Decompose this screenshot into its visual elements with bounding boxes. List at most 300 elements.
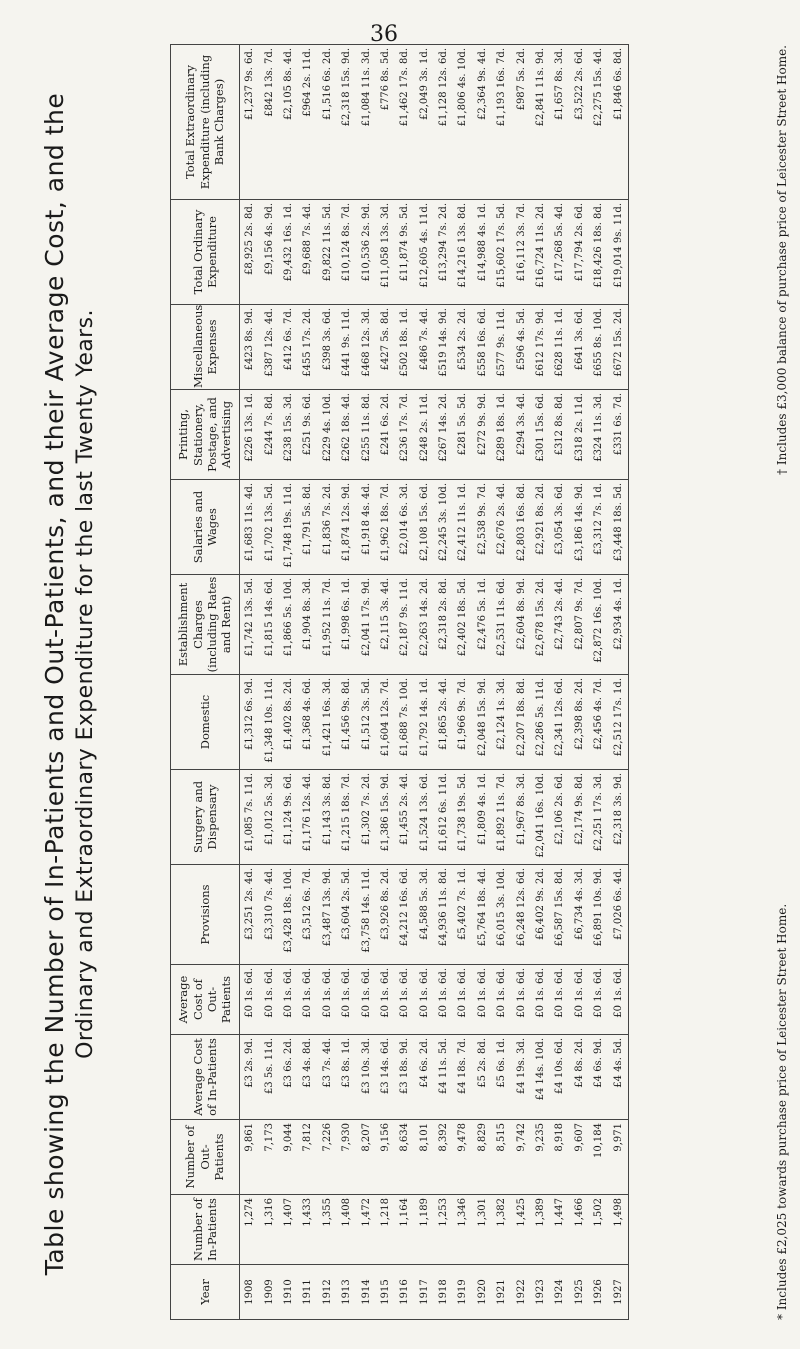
value-cell: £596 4s. 5d. [511, 305, 530, 390]
value-cell: £12,605 4s. 11d. [415, 200, 434, 305]
value-cell: 1,301 [473, 1195, 492, 1265]
value-cell: £1,998 6s. 1d. [337, 575, 356, 675]
value-cell: £4 4s. 5d. [608, 1035, 628, 1120]
value-cell: 1,433 [298, 1195, 317, 1265]
value-cell: 1,355 [318, 1195, 337, 1265]
value-cell: £2,934 4s. 1d. [608, 575, 628, 675]
year-cell: 1910 [279, 1265, 298, 1320]
value-cell: £1,215 18s. 7d. [337, 770, 356, 865]
value-cell: £2,187 9s. 11d. [395, 575, 414, 675]
year-cell: 1927 [608, 1265, 628, 1320]
value-cell: £2,872 16s. 10d. [589, 575, 608, 675]
value-cell: £2,014 6s. 3d. [395, 480, 414, 575]
year-cell: 1916 [395, 1265, 414, 1320]
value-cell: £1,421 16s. 3d. [318, 675, 337, 770]
value-cell: £0 1s. 6d. [240, 965, 260, 1035]
table-row [492, 45, 511, 1320]
value-cell: £2,538 9s. 7d. [473, 480, 492, 575]
value-cell: £3,604 2s. 5d. [337, 865, 356, 965]
value-cell: £3,512 6s. 7d. [298, 865, 317, 965]
value-cell: £1,302 7s. 2d. [356, 770, 375, 865]
value-cell: £2,676 2s. 4d. [492, 480, 511, 575]
column-header: Number of Out-Patients [171, 1120, 240, 1195]
value-cell: £1,657 8s. 3d. [550, 45, 569, 200]
value-cell: £6,891 10s. 9d. [589, 865, 608, 965]
value-cell: 1,189 [415, 1195, 434, 1265]
value-cell: £4 6s. 2d. [415, 1035, 434, 1120]
value-cell: £1,738 19s. 5d. [453, 770, 472, 865]
value-cell: £987 5s. 2d. [511, 45, 530, 200]
value-cell: 1,407 [279, 1195, 298, 1265]
year-cell: 1914 [356, 1265, 375, 1320]
value-cell: 1,389 [531, 1195, 550, 1265]
value-cell: £4,212 16s. 6d. [395, 865, 414, 965]
value-cell: £281 5s. 5d. [453, 390, 472, 480]
column-header: Domestic [171, 675, 240, 770]
value-cell: £17,268 5s. 4d. [550, 200, 569, 305]
value-cell: £0 1s. 6d. [356, 965, 375, 1035]
year-cell: 1921 [492, 1265, 511, 1320]
year-cell: 1919 [453, 1265, 472, 1320]
value-cell: £672 15s. 2d. [608, 305, 628, 390]
value-cell: £4 18s. 7d. [453, 1035, 472, 1120]
value-cell: £2,041 16s. 10d. [531, 770, 550, 865]
expenditure-table-wrapper [170, 45, 725, 1320]
value-cell: £3,487 13s. 9d. [318, 865, 337, 965]
value-cell: £1,012 5s. 3d. [259, 770, 278, 865]
value-cell: £3 14s. 6d. [376, 1035, 395, 1120]
value-cell: £0 1s. 6d. [337, 965, 356, 1035]
value-cell: £331 6s. 7d. [608, 390, 628, 480]
value-cell: £2,124 1s. 3d. [492, 675, 511, 770]
value-cell: 9,607 [570, 1120, 589, 1195]
value-cell: £2,807 9s. 7d. [570, 575, 589, 675]
value-cell: £628 11s. 1d. [550, 305, 569, 390]
value-cell: £3 8s. 1d. [337, 1035, 356, 1120]
year-cell: 1926 [589, 1265, 608, 1320]
value-cell: £423 8s. 9d. [240, 305, 260, 390]
value-cell: £5 6s. 1d. [492, 1035, 511, 1120]
value-cell: £1,806 4s. 10d. [453, 45, 472, 200]
value-cell: 1,408 [337, 1195, 356, 1265]
value-cell: £1,683 11s. 4d. [240, 480, 260, 575]
value-cell: £17,794 2s. 6d. [570, 200, 589, 305]
value-cell: £3,428 18s. 10d. [279, 865, 298, 965]
table-row [298, 45, 317, 1320]
value-cell: £1,904 8s. 3d. [298, 575, 317, 675]
value-cell: £5,764 18s. 4d. [473, 865, 492, 965]
value-cell: £226 13s. 1d. [240, 390, 260, 480]
value-cell: £0 1s. 6d. [589, 965, 608, 1035]
value-cell: £0 1s. 6d. [279, 965, 298, 1035]
value-cell: 1,466 [570, 1195, 589, 1265]
value-cell: £655 8s. 10d. [589, 305, 608, 390]
value-cell: £612 17s. 9d. [531, 305, 550, 390]
value-cell: £241 6s. 2d. [376, 390, 395, 480]
value-cell: £412 6s. 7d. [279, 305, 298, 390]
value-cell: 9,478 [453, 1120, 472, 1195]
table-row [395, 45, 414, 1320]
expenditure-table [170, 44, 629, 1320]
table-row [570, 45, 589, 1320]
value-cell: £236 17s. 7d. [395, 390, 414, 480]
year-cell: 1922 [511, 1265, 530, 1320]
value-cell: £318 2s. 11d. [570, 390, 589, 480]
value-cell: 1,218 [376, 1195, 395, 1265]
value-cell: £14,216 13s. 8d. [453, 200, 472, 305]
value-cell: £6,587 15s. 8d. [550, 865, 569, 965]
value-cell: £1,952 11s. 7d. [318, 575, 337, 675]
value-cell: £1,748 19s. 11d. [279, 480, 298, 575]
value-cell: £1,918 4s. 4d. [356, 480, 375, 575]
value-cell: 1,164 [395, 1195, 414, 1265]
value-cell: £5 2s. 8d. [473, 1035, 492, 1120]
value-cell: £324 11s. 3d. [589, 390, 608, 480]
value-cell: £244 7s. 8d. [259, 390, 278, 480]
value-cell: £2,318 15s. 9d. [337, 45, 356, 200]
value-cell: £534 2s. 2d. [453, 305, 472, 390]
value-cell: £1,143 3s. 8d. [318, 770, 337, 865]
value-cell: £1,085 7s. 11d. [240, 770, 260, 865]
value-cell: £9,432 16s. 1d. [279, 200, 298, 305]
value-cell: 8,515 [492, 1120, 511, 1195]
value-cell: 1,382 [492, 1195, 511, 1265]
value-cell: £301 15s. 6d. [531, 390, 550, 480]
value-cell: £1,815 14s. 6d. [259, 575, 278, 675]
value-cell: £486 7s. 4d. [415, 305, 434, 390]
value-cell: £10,536 2s. 9d. [356, 200, 375, 305]
title-line-1: Table showing the Number of In-Patients and Out-Patients, and their Average Cost, and the [40, 92, 69, 1276]
value-cell: £2,207 18s. 8d. [511, 675, 530, 770]
year-cell: 1918 [434, 1265, 453, 1320]
table-title [40, 39, 98, 1329]
value-cell: £558 16s. 6d. [473, 305, 492, 390]
value-cell: £1,128 12s. 6d. [434, 45, 453, 200]
value-cell: £229 4s. 10d. [318, 390, 337, 480]
value-cell: 9,044 [279, 1120, 298, 1195]
table-row [376, 45, 395, 1320]
value-cell: £6,015 3s. 10d. [492, 865, 511, 965]
table-row [434, 45, 453, 1320]
value-cell: £1,455 2s. 4d. [395, 770, 414, 865]
value-cell: 1,346 [453, 1195, 472, 1265]
column-header: Total Ordinary Expenditure [171, 200, 240, 305]
footnote-right: † Includes £3,000 balance of purchase price of Leicester Street Home. [775, 45, 789, 475]
value-cell: 1,425 [511, 1195, 530, 1265]
value-cell: £4 19s. 3d. [511, 1035, 530, 1120]
value-cell: 9,156 [376, 1120, 395, 1195]
value-cell: £398 3s. 6d. [318, 305, 337, 390]
value-cell: £0 1s. 6d. [473, 965, 492, 1035]
value-cell: 8,101 [415, 1120, 434, 1195]
value-cell: £2,048 15s. 9d. [473, 675, 492, 770]
value-cell: £964 2s. 11d. [298, 45, 317, 200]
value-cell: 1,316 [259, 1195, 278, 1265]
value-cell: £294 3s. 4d. [511, 390, 530, 480]
value-cell: 1,472 [356, 1195, 375, 1265]
column-header: Establishment Charges (including Rates and Rent) [171, 575, 240, 675]
value-cell: £9,688 7s. 4d. [298, 200, 317, 305]
value-cell: £0 1s. 6d. [453, 965, 472, 1035]
column-header: Average Cost of In-Patients [171, 1035, 240, 1120]
value-cell: £1,312 6s. 9d. [240, 675, 260, 770]
value-cell: £2,743 2s. 4d. [550, 575, 569, 675]
value-cell: £3 7s. 4d. [318, 1035, 337, 1120]
value-cell: £3,926 8s. 2d. [376, 865, 395, 965]
value-cell: £18,426 18s. 8d. [589, 200, 608, 305]
footnotes [775, 45, 789, 1320]
value-cell: £2,275 15s. 4d. [589, 45, 608, 200]
value-cell: 1,253 [434, 1195, 453, 1265]
value-cell: £1,462 17s. 8d. [395, 45, 414, 200]
value-cell: £3,758 14s. 11d. [356, 865, 375, 965]
value-cell: £3,522 2s. 6d. [570, 45, 589, 200]
value-cell: £2,476 5s. 1d. [473, 575, 492, 675]
value-cell: £4 10s. 6d. [550, 1035, 569, 1120]
value-cell: 1,274 [240, 1195, 260, 1265]
year-cell: 1913 [337, 1265, 356, 1320]
value-cell: £0 1s. 6d. [492, 965, 511, 1035]
value-cell: £0 1s. 6d. [259, 965, 278, 1035]
value-cell: £8,925 2s. 8d. [240, 200, 260, 305]
value-cell: £842 13s. 7d. [259, 45, 278, 200]
year-cell: 1912 [318, 1265, 337, 1320]
value-cell: £2,318 2s. 8d. [434, 575, 453, 675]
value-cell: £3,054 3s. 6d. [550, 480, 569, 575]
value-cell: £2,105 8s. 4d. [279, 45, 298, 200]
value-cell: £312 8s. 8d. [550, 390, 569, 480]
value-cell: £1,966 9s. 7d. [453, 675, 472, 770]
value-cell: £3,186 14s. 9d. [570, 480, 589, 575]
year-cell: 1923 [531, 1265, 550, 1320]
page-number: 36 [370, 22, 398, 47]
value-cell: £267 14s. 2d. [434, 390, 453, 480]
value-cell: £1,524 13s. 6d. [415, 770, 434, 865]
year-cell: 1911 [298, 1265, 317, 1320]
value-cell: 9,742 [511, 1120, 530, 1195]
value-cell: £4 11s. 5d. [434, 1035, 453, 1120]
value-cell: £2,106 2s. 6d. [550, 770, 569, 865]
value-cell: £1,612 6s. 11d. [434, 770, 453, 865]
value-cell: £262 18s. 4d. [337, 390, 356, 480]
value-cell: £11,874 9s. 5d. [395, 200, 414, 305]
table-row [531, 45, 550, 1320]
year-cell: 1909 [259, 1265, 278, 1320]
value-cell: £2,678 15s. 2d. [531, 575, 550, 675]
column-header: Salaries and Wages [171, 480, 240, 575]
value-cell: £0 1s. 6d. [511, 965, 530, 1035]
value-cell: £1,512 3s. 5d. [356, 675, 375, 770]
value-cell: £1,193 16s. 7d. [492, 45, 511, 200]
value-cell: £3 5s. 11d. [259, 1035, 278, 1120]
value-cell: 8,634 [395, 1120, 414, 1195]
value-cell: £2,398 8s. 2d. [570, 675, 589, 770]
value-cell: £519 14s. 9d. [434, 305, 453, 390]
column-header: Average Cost of Out-Patients [171, 965, 240, 1035]
value-cell: 8,918 [550, 1120, 569, 1195]
value-cell: £0 1s. 6d. [550, 965, 569, 1035]
value-cell: £1,368 4s. 6d. [298, 675, 317, 770]
table-row [356, 45, 375, 1320]
table-body [240, 45, 629, 1320]
table-row [511, 45, 530, 1320]
value-cell: £1,962 18s. 7d. [376, 480, 395, 575]
value-cell: 7,226 [318, 1120, 337, 1195]
table-row [279, 45, 298, 1320]
value-cell: 10,184 [589, 1120, 608, 1195]
value-cell: £2,108 15s. 6d. [415, 480, 434, 575]
value-cell: £2,049 3s. 1d. [415, 45, 434, 200]
value-cell: £248 2s. 11d. [415, 390, 434, 480]
value-cell: £0 1s. 6d. [570, 965, 589, 1035]
year-cell: 1925 [570, 1265, 589, 1320]
value-cell: £1,846 6s. 8d. [608, 45, 628, 200]
table-row [473, 45, 492, 1320]
value-cell: £1,237 9s. 6d. [240, 45, 260, 200]
value-cell: £427 5s. 8d. [376, 305, 395, 390]
column-header: Number of In-Patients [171, 1195, 240, 1265]
value-cell: £272 9s. 9d. [473, 390, 492, 480]
value-cell: £2,604 8s. 9d. [511, 575, 530, 675]
value-cell: £7,026 6s. 4d. [608, 865, 628, 965]
value-cell: 7,812 [298, 1120, 317, 1195]
value-cell: £441 9s. 11d. [337, 305, 356, 390]
value-cell: £289 18s. 1d. [492, 390, 511, 480]
value-cell: £4,588 5s. 3d. [415, 865, 434, 965]
value-cell: £4,936 11s. 8d. [434, 865, 453, 965]
value-cell: £16,724 11s. 2d. [531, 200, 550, 305]
table-row [240, 45, 260, 1320]
value-cell: £0 1s. 6d. [298, 965, 317, 1035]
value-cell: £1,176 12s. 4d. [298, 770, 317, 865]
value-cell: £3 18s. 9d. [395, 1035, 414, 1120]
value-cell: £1,456 9s. 8d. [337, 675, 356, 770]
value-cell: £2,041 17s. 9d. [356, 575, 375, 675]
column-header: Total Extraordinary Expenditure (including Bank Charges) [171, 45, 240, 200]
value-cell: £238 15s. 3d. [279, 390, 298, 480]
value-cell: £502 18s. 1d. [395, 305, 414, 390]
value-cell: £1,702 13s. 5d. [259, 480, 278, 575]
value-cell: £251 9s. 6d. [298, 390, 317, 480]
value-cell: £1,348 10s. 11d. [259, 675, 278, 770]
value-cell: £2,456 4s. 7d. [589, 675, 608, 770]
table-row [337, 45, 356, 1320]
value-cell: £3,310 7s. 4d. [259, 865, 278, 965]
value-cell: £0 1s. 6d. [415, 965, 434, 1035]
value-cell: 7,173 [259, 1120, 278, 1195]
value-cell: £2,251 17s. 3d. [589, 770, 608, 865]
value-cell: £2,364 9s. 4d. [473, 45, 492, 200]
value-cell: £2,531 11s. 6d. [492, 575, 511, 675]
value-cell: £16,112 3s. 7d. [511, 200, 530, 305]
value-cell: £1,124 9s. 6d. [279, 770, 298, 865]
value-cell: £2,245 3s. 10d. [434, 480, 453, 575]
value-cell: £2,341 12s. 6d. [550, 675, 569, 770]
value-cell: £11,058 13s. 3d. [376, 200, 395, 305]
value-cell: £9,156 4s. 9d. [259, 200, 278, 305]
year-cell: 1908 [240, 1265, 260, 1320]
title-line-2: Ordinary and Extraordinary Expenditure for the last Twenty Years. [73, 309, 98, 1059]
column-header: Printing, Stationery, Postage, and Advertising [171, 390, 240, 480]
value-cell: 7,930 [337, 1120, 356, 1195]
value-cell: £0 1s. 6d. [531, 965, 550, 1035]
value-cell: £1,792 14s. 1d. [415, 675, 434, 770]
value-cell: £6,734 4s. 3d. [570, 865, 589, 965]
column-header: Year [171, 1265, 240, 1320]
value-cell: £3 10s. 3d. [356, 1035, 375, 1120]
value-cell: £19,014 9s. 11d. [608, 200, 628, 305]
value-cell: 8,207 [356, 1120, 375, 1195]
value-cell: £0 1s. 6d. [608, 965, 628, 1035]
year-cell: 1924 [550, 1265, 569, 1320]
value-cell: £9,822 11s. 5d. [318, 200, 337, 305]
value-cell: £2,115 3s. 4d. [376, 575, 395, 675]
value-cell: £4 14s. 10d. [531, 1035, 550, 1120]
value-cell: £1,688 7s. 10d. [395, 675, 414, 770]
year-cell: 1917 [415, 1265, 434, 1320]
value-cell: £2,286 5s. 11d. [531, 675, 550, 770]
value-cell: £3 4s. 8d. [298, 1035, 317, 1120]
value-cell: £255 11s. 8d. [356, 390, 375, 480]
value-cell: £1,967 8s. 3d. [511, 770, 530, 865]
value-cell: £13,294 7s. 2d. [434, 200, 453, 305]
value-cell: £1,865 2s. 4d. [434, 675, 453, 770]
value-cell: £3,251 2s. 4d. [240, 865, 260, 965]
value-cell: £5,402 7s. 1d. [453, 865, 472, 965]
value-cell: £387 12s. 4d. [259, 305, 278, 390]
value-cell: £4 8s. 2d. [570, 1035, 589, 1120]
value-cell: £776 8s. 5d. [376, 45, 395, 200]
table-row [550, 45, 569, 1320]
value-cell: £6,248 12s. 6d. [511, 865, 530, 965]
value-cell: £14,988 4s. 1d. [473, 200, 492, 305]
value-cell: £577 9s. 11d. [492, 305, 511, 390]
value-cell: £0 1s. 6d. [395, 965, 414, 1035]
value-cell: £3 2s. 9d. [240, 1035, 260, 1120]
value-cell: £468 12s. 3d. [356, 305, 375, 390]
value-cell: £2,803 16s. 8d. [511, 480, 530, 575]
value-cell: £15,602 17s. 5d. [492, 200, 511, 305]
value-cell: £2,412 11s. 1d. [453, 480, 472, 575]
value-cell: £6,402 9s. 2d. [531, 865, 550, 965]
value-cell: £3,312 7s. 1d. [589, 480, 608, 575]
value-cell: £1,809 4s. 1d. [473, 770, 492, 865]
value-cell: £1,892 11s. 7d. [492, 770, 511, 865]
value-cell: £1,791 5s. 8d. [298, 480, 317, 575]
table-row [608, 45, 628, 1320]
table-row [589, 45, 608, 1320]
value-cell: £1,874 12s. 9d. [337, 480, 356, 575]
value-cell: 9,235 [531, 1120, 550, 1195]
value-cell: £10,124 8s. 7d. [337, 200, 356, 305]
value-cell: £0 1s. 6d. [318, 965, 337, 1035]
value-cell: £1,386 15s. 9d. [376, 770, 395, 865]
value-cell: 8,829 [473, 1120, 492, 1195]
value-cell: £2,841 11s. 9d. [531, 45, 550, 200]
value-cell: £3,448 18s. 5d. [608, 480, 628, 575]
value-cell: £2,921 8s. 2d. [531, 480, 550, 575]
value-cell: £4 6s. 9d. [589, 1035, 608, 1120]
value-cell: £1,866 5s. 10d. [279, 575, 298, 675]
value-cell: £3 6s. 2d. [279, 1035, 298, 1120]
value-cell: 8,392 [434, 1120, 453, 1195]
value-cell: 1,447 [550, 1195, 569, 1265]
value-cell: £0 1s. 6d. [434, 965, 453, 1035]
value-cell: 1,498 [608, 1195, 628, 1265]
table-row [318, 45, 337, 1320]
column-header: Miscellaneous Expenses [171, 305, 240, 390]
value-cell: 1,502 [589, 1195, 608, 1265]
